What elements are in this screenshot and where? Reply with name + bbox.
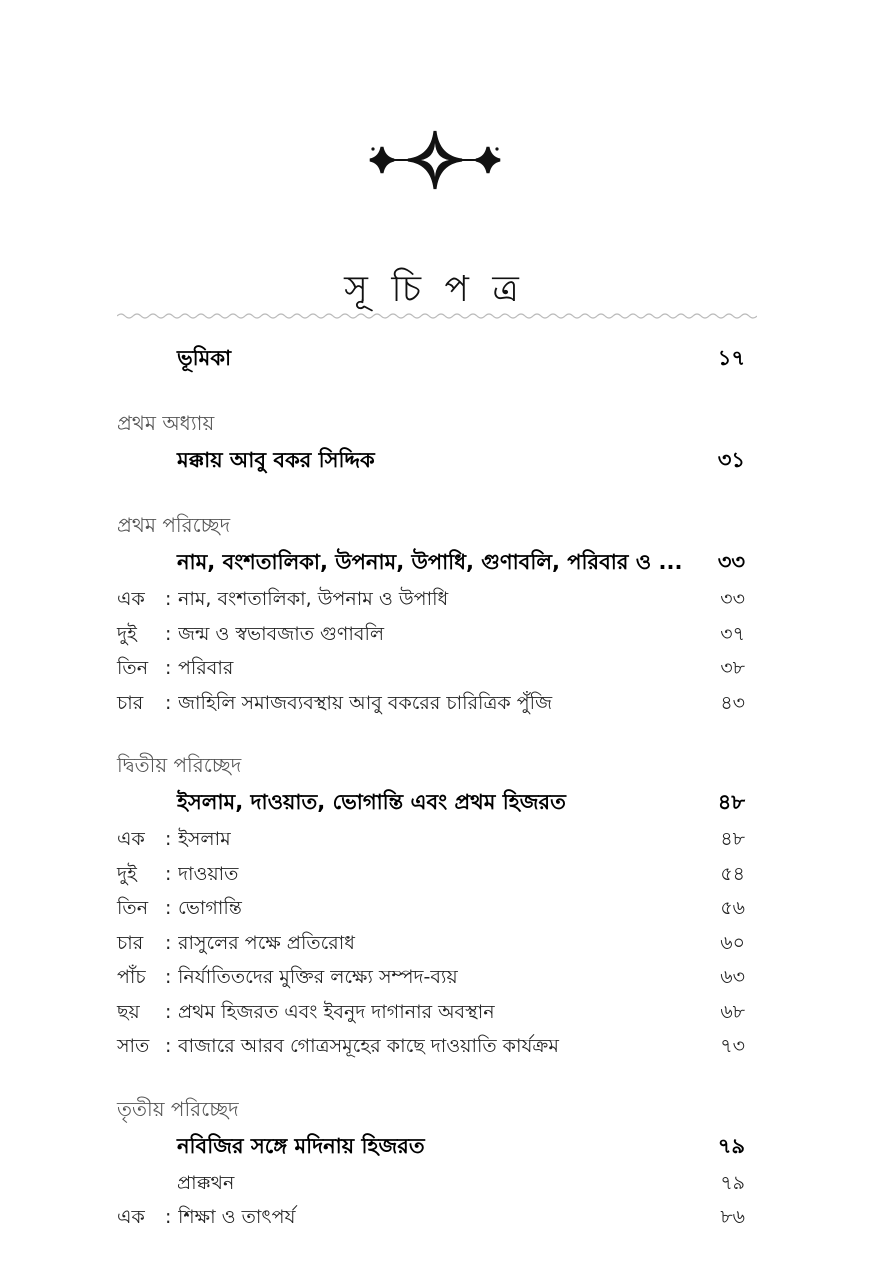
item-title: নির্যাতিতদের মুক্তির লক্ষ্যে সম্পদ-ব্যয় [178, 966, 458, 988]
section-label: প্রথম পরিচ্ছেদ [117, 513, 231, 537]
item-number: দুই [117, 622, 137, 645]
item-title: জন্ম ও স্বভাবজাত গুণাবলি [178, 622, 385, 645]
table-of-contents [117, 338, 745, 1235]
item-title: প্রাক্কথন [177, 1171, 235, 1194]
toc-item[interactable] [117, 1029, 745, 1064]
item-number: পাঁচ [117, 966, 146, 988]
entry-title: ভূমিকা [177, 346, 232, 370]
item-number: এক [117, 588, 145, 610]
toc-entry-chapter-heading[interactable] [117, 440, 745, 480]
toc-entry-preface[interactable] [117, 338, 745, 378]
colon-separator: : [165, 588, 172, 610]
toc-item[interactable] [117, 1200, 745, 1235]
wavy-divider [117, 311, 757, 321]
item-number: ছয় [117, 1000, 140, 1023]
toc-item[interactable] [117, 995, 745, 1030]
page-number: ৪৮ [720, 828, 745, 850]
colon-separator: : [165, 897, 172, 919]
colon-separator: : [165, 1000, 172, 1023]
toc-item[interactable] [117, 926, 745, 961]
item-title: প্রথম হিজরত এবং ইবনুদ দাগানার অবস্থান [178, 1000, 495, 1023]
toc-item[interactable] [117, 686, 745, 721]
toc-entry-section-heading[interactable] [117, 1126, 745, 1166]
item-number: এক [117, 828, 145, 850]
page-number: ৭৩ [720, 1035, 745, 1057]
star-ornament-icon [360, 125, 510, 195]
entry-title: নবিজির সঙ্গে মদিনায় হিজরত [177, 1133, 425, 1158]
toc-entry-section-heading[interactable] [117, 542, 745, 582]
item-title: পরিবার [178, 657, 234, 679]
item-number: সাত [117, 1035, 150, 1057]
page-title: সূ চি প ত্র [344, 269, 525, 310]
chapter-label: প্রথম অধ্যায় [117, 411, 215, 435]
colon-separator: : [165, 862, 172, 885]
item-number: চার [117, 691, 144, 714]
toc-item[interactable] [117, 651, 745, 686]
page-number: ৩৮ [720, 657, 745, 679]
item-number: তিন [117, 897, 149, 919]
item-number: তিন [117, 657, 149, 679]
item-number: চার [117, 931, 144, 954]
item-title: রাসুলের পক্ষে প্রতিরোধ [178, 931, 355, 954]
item-title: বাজারে আরব গোত্রসমূহের কাছে দাওয়াতি কার্যক্রম [178, 1035, 559, 1057]
page-number: ৭৯ [717, 1133, 745, 1158]
item-title: ভোগান্তি [178, 897, 242, 919]
colon-separator: : [165, 931, 172, 954]
entry-title: নাম, বংশতালিকা, উপনাম, উপাধি, গুণাবলি, পরিবার ও ... [177, 550, 683, 574]
colon-separator: : [165, 1206, 172, 1228]
item-title: ইসলাম [178, 828, 231, 850]
colon-separator: : [165, 657, 172, 679]
toc-entry-section-heading[interactable] [117, 782, 745, 822]
toc-item[interactable] [117, 822, 745, 857]
page-number: ৫৬ [720, 897, 745, 919]
colon-separator: : [165, 966, 172, 988]
section-label: দ্বিতীয় পরিচ্ছেদ [117, 753, 242, 777]
page-number: ৩৩ [720, 588, 745, 610]
toc-item[interactable] [117, 960, 745, 995]
page-number: ৩৭ [720, 622, 745, 645]
colon-separator: : [165, 622, 172, 645]
page-number: ৩১ [717, 448, 745, 472]
page-number: ৩৩ [717, 550, 745, 574]
toc-item[interactable] [117, 857, 745, 892]
section-label: তৃতীয় পরিচ্ছেদ [117, 1096, 239, 1121]
page-number: ১৭ [717, 346, 745, 370]
page-number: ৮৬ [720, 1206, 745, 1228]
toc-item-intro[interactable] [117, 1166, 745, 1201]
item-number: দুই [117, 862, 137, 885]
page-number: ৭৯ [720, 1171, 745, 1194]
colon-separator: : [165, 1035, 172, 1057]
entry-title: মক্কায় আবু বকর সিদ্দিক [177, 448, 375, 472]
toc-item[interactable] [117, 617, 745, 652]
item-number: এক [117, 1206, 145, 1228]
item-title: জাহিলি সমাজব্যবস্থায় আবু বকরের চারিত্রিক পুঁজি [178, 691, 553, 714]
page-number: ৬০ [720, 931, 745, 954]
entry-title: ইসলাম, দাওয়াত, ভোগান্তি এবং প্রথম হিজরত [177, 790, 566, 814]
toc-item[interactable] [117, 891, 745, 926]
colon-separator: : [165, 828, 172, 850]
page-number: ৪৮ [717, 790, 745, 814]
item-title: দাওয়াত [178, 862, 239, 885]
page-number: ৬৩ [720, 966, 745, 988]
toc-item[interactable] [117, 582, 745, 617]
page-number: ৬৮ [720, 1000, 745, 1023]
colon-separator: : [165, 691, 172, 714]
page-number: ৫৪ [720, 862, 745, 885]
page-number: ৪৩ [720, 691, 745, 714]
item-title: নাম, বংশতালিকা, উপনাম ও উপাধি [178, 588, 449, 610]
item-title: শিক্ষা ও তাৎপর্য [178, 1206, 296, 1228]
